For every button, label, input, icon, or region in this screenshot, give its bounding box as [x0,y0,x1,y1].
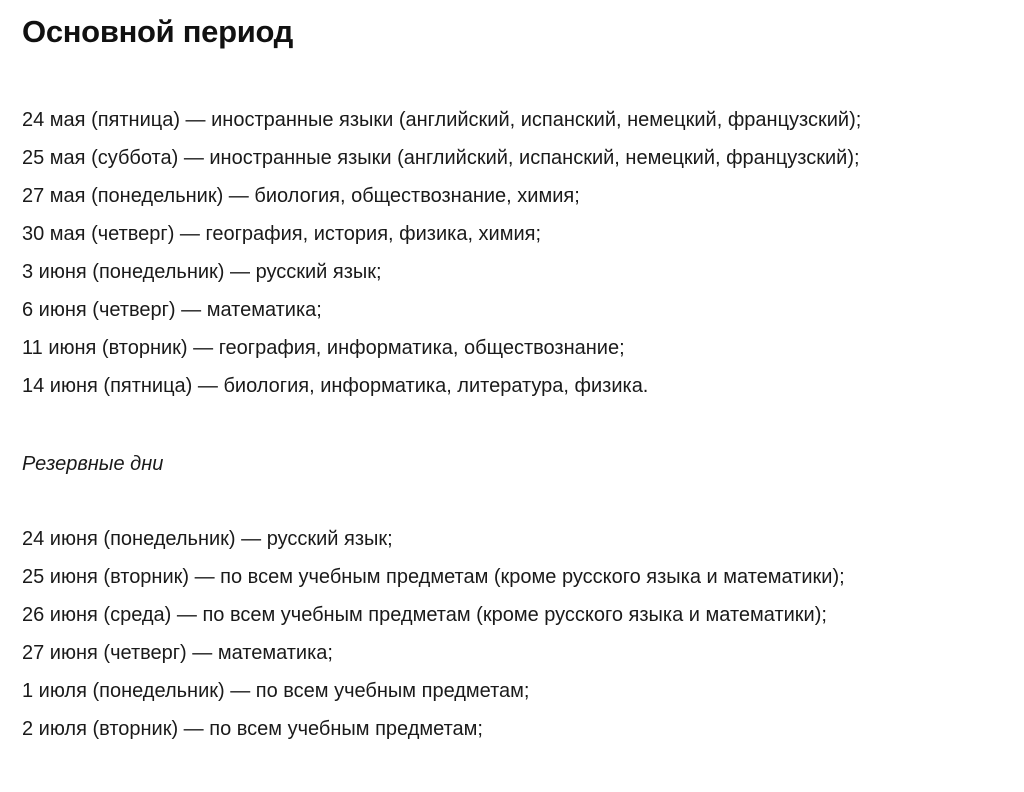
schedule-item: 30 мая (четверг) — география, история, физика, химия; [22,223,542,245]
reserve-item: 1 июля (понедельник) — по всем учебным предметам; [22,680,530,702]
reserve-item: 24 июня (понедельник) — русский язык; [22,528,393,550]
schedule-item: 24 мая (пятница) — иностранные языки (английский, испанский, немецкий, французский); [22,109,862,131]
schedule-item: 3 июня (понедельник) — русский язык; [22,261,382,283]
reserve-item: 25 июня (вторник) — по всем учебным предметам (кроме русского языка и математики); [22,566,845,588]
page-title: Основной период [22,14,294,49]
main-period-list [22,101,861,405]
reserve-days-list [22,520,845,748]
reserve-item: 27 июня (четверг) — математика; [22,642,333,664]
schedule-item: 11 июня (вторник) — география, информатика, обществознание; [22,337,625,359]
reserve-days-heading: Резервные дни [22,453,164,475]
reserve-item: 26 июня (среда) — по всем учебным предметам (кроме русского языка и математики); [22,604,827,626]
schedule-item: 27 мая (понедельник) — биология, обществознание, химия; [22,185,580,207]
reserve-item: 2 июля (вторник) — по всем учебным предметам; [22,718,483,740]
schedule-item: 6 июня (четверг) — математика; [22,299,322,321]
schedule-item: 14 июня (пятница) — биология, информатика, литература, физика. [22,375,649,397]
schedule-item: 25 мая (суббота) — иностранные языки (английский, испанский, немецкий, французский); [22,147,860,169]
